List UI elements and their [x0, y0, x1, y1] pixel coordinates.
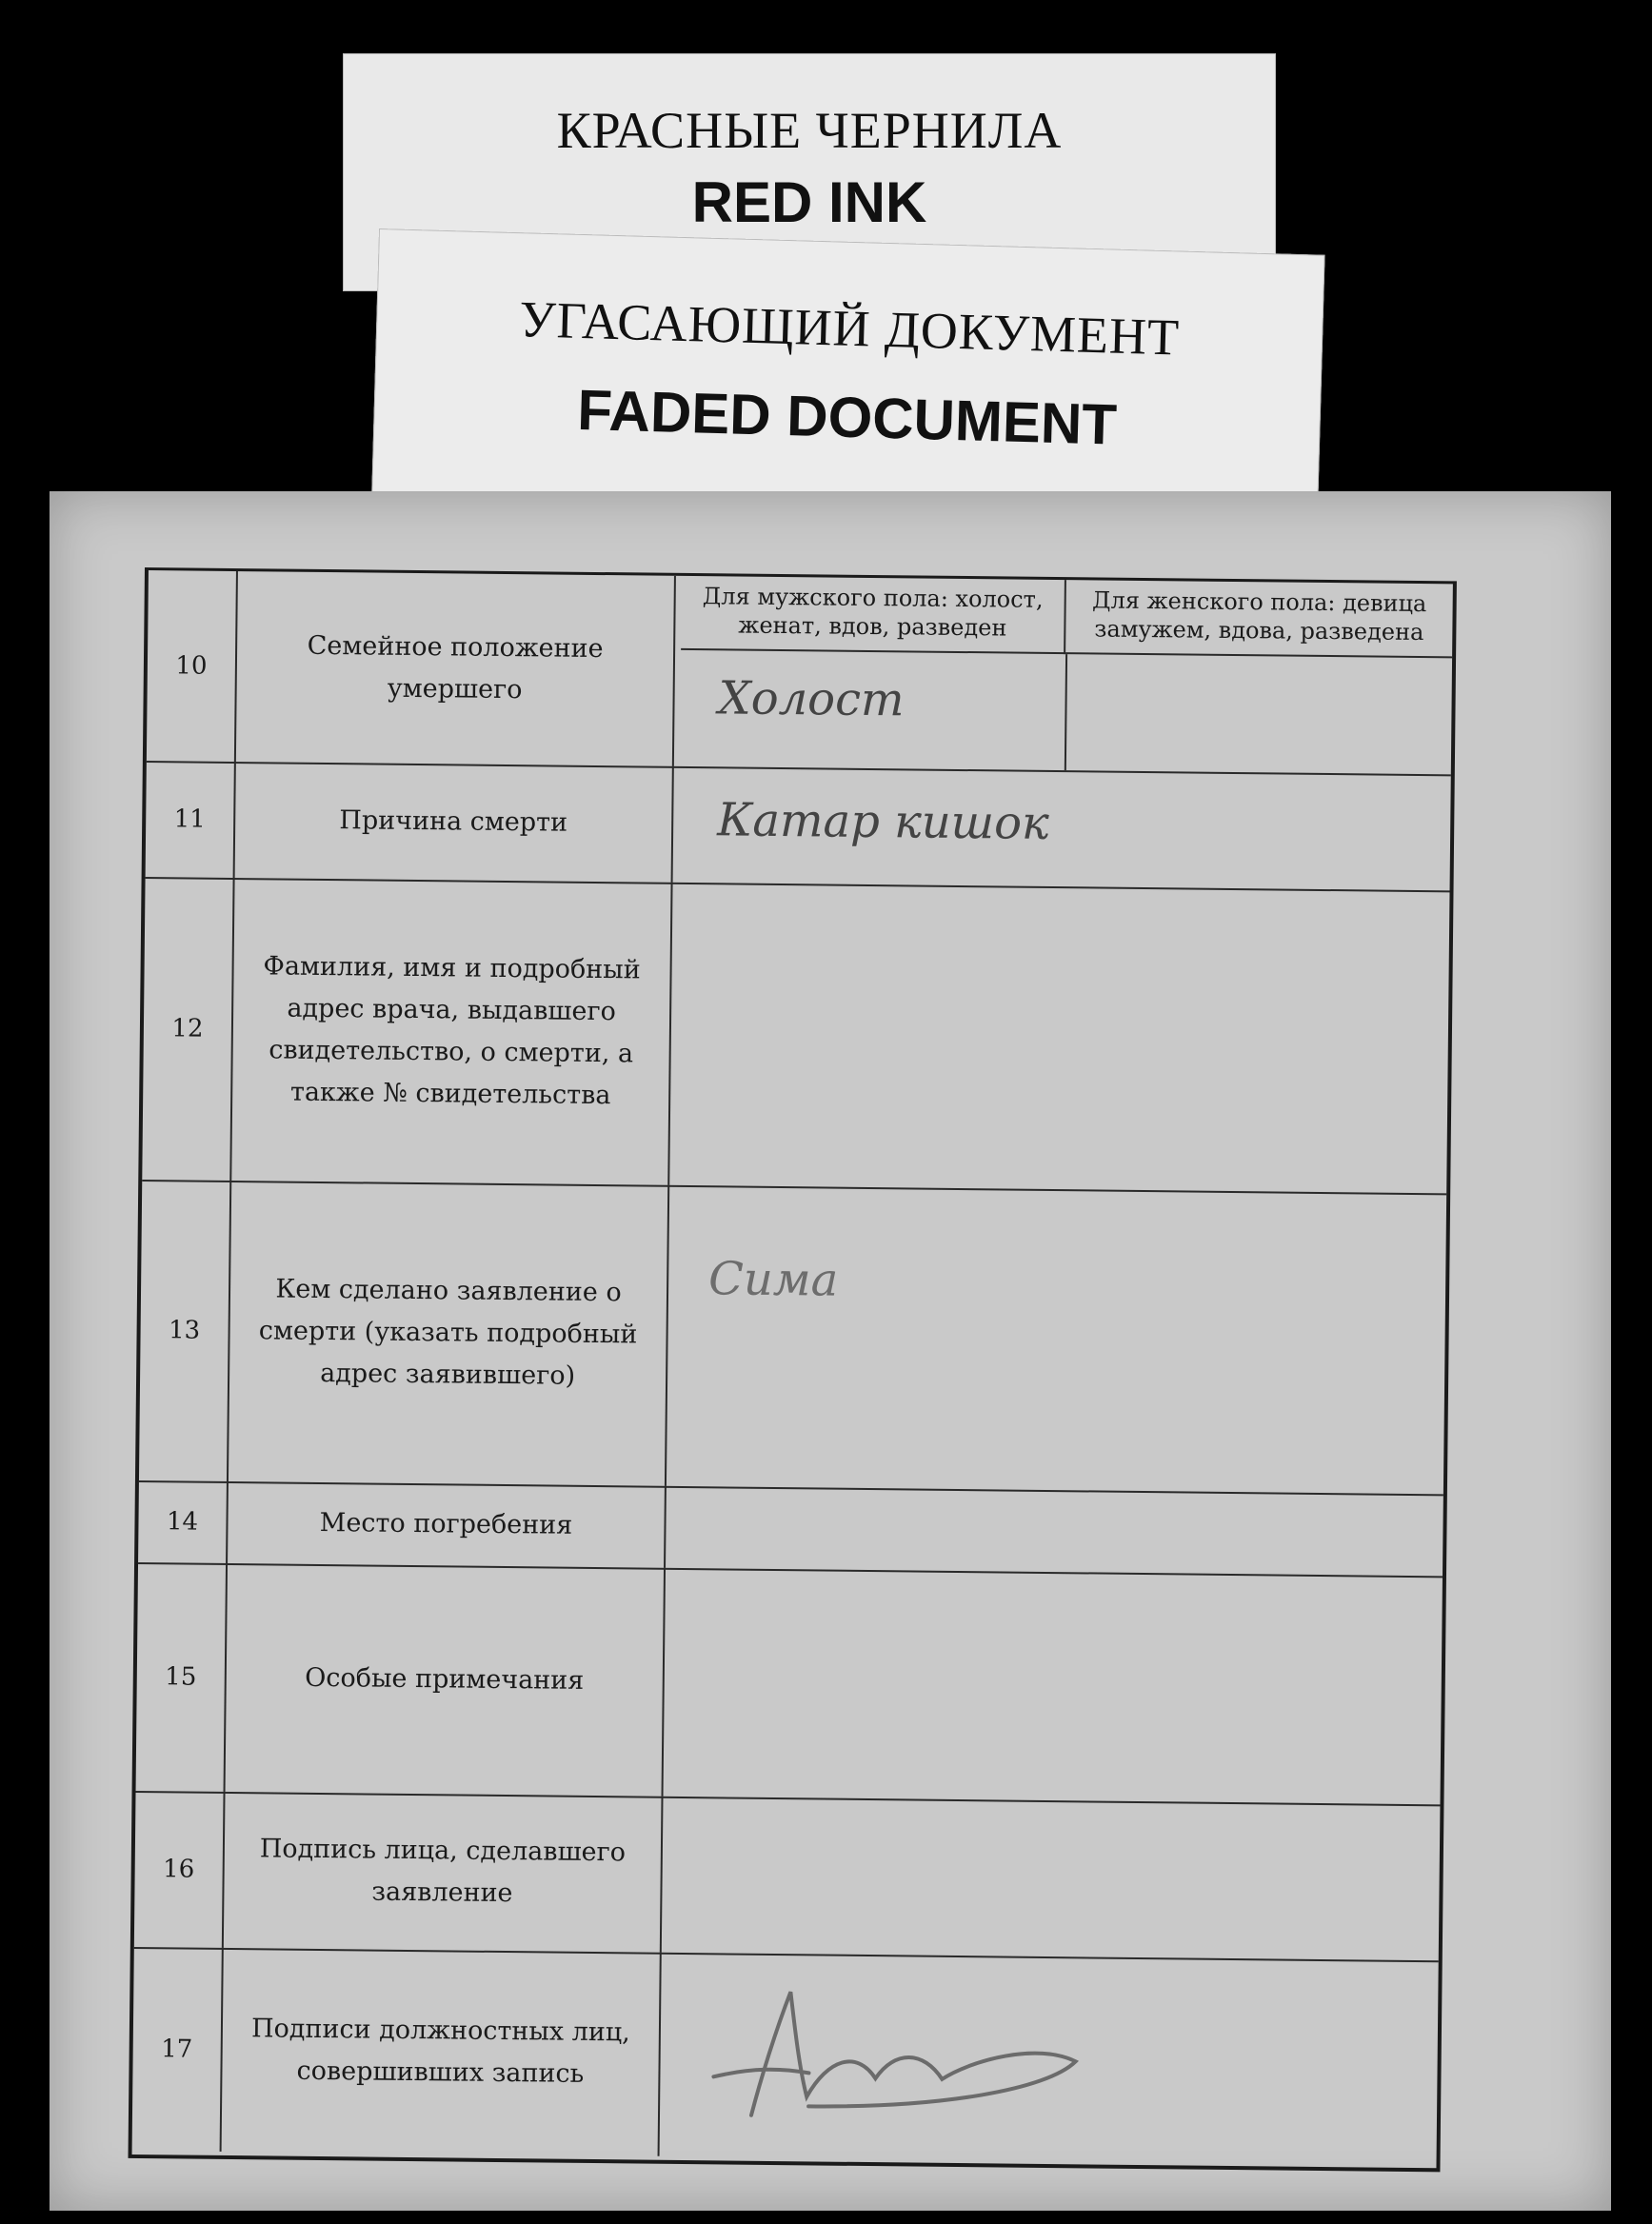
- row-label: Подписи должностных лиц, совершивших запись: [222, 1948, 662, 2156]
- row-number: 13: [139, 1180, 231, 1481]
- form-row-17: [132, 1947, 1439, 2164]
- row-value: [666, 1953, 1439, 2164]
- header-male: Для мужского пола: холост, женат, вдов, разведен: [681, 576, 1066, 654]
- row-label: Кем сделано заявление о смерти (указать подробный адрес заявившего): [229, 1181, 669, 1486]
- handwriting-cause-of-death: Катар кишок: [716, 793, 1050, 850]
- red-ink-ru: КРАСНЫЕ ЧЕРНИЛА: [556, 102, 1063, 159]
- official-signature: [694, 1972, 1096, 2128]
- row-number: 11: [146, 761, 236, 878]
- form-row-11: [146, 761, 1451, 892]
- faded-document-en: FADED DOCUMENT: [576, 377, 1118, 457]
- form-row-15: [136, 1562, 1443, 1806]
- handwriting-declarant: Сима: [707, 1252, 839, 1307]
- row-number: 17: [132, 1947, 224, 2152]
- row-label: Подпись лица, сделавшего заявление: [224, 1792, 664, 1953]
- death-record-form: [129, 567, 1457, 2172]
- form-row-16: [134, 1791, 1441, 1962]
- row-label: Место погребения: [228, 1481, 667, 1568]
- row-number: 15: [136, 1562, 229, 1792]
- row-value: [679, 766, 1451, 890]
- row-label: Особые примечания: [226, 1563, 666, 1797]
- row-value: [671, 1486, 1443, 1576]
- row-number: 16: [134, 1791, 226, 1948]
- row-number: 10: [147, 570, 238, 762]
- header-female: Для женского пола: девица замужем, вдова, разведена: [1065, 580, 1453, 658]
- faded-document-ru: УГАСАЮЩИЙ ДОКУМЕНТ: [518, 290, 1181, 367]
- row-label: Фамилия, имя и подробный адрес врача, выдавшего свидетельство, о смерти, а также № свидетельства: [231, 878, 672, 1185]
- row-value: [680, 576, 1453, 774]
- row-label: Семейное положение умершего: [236, 571, 676, 766]
- form-row-10: [147, 570, 1453, 776]
- column-divider: [1065, 654, 1067, 770]
- form-row-14: [138, 1480, 1443, 1578]
- row-value: [675, 883, 1449, 1193]
- handwriting-marital-status: Холост: [718, 671, 905, 727]
- form-row-13: [139, 1180, 1446, 1496]
- row-number: 14: [138, 1480, 229, 1563]
- row-value: [669, 1568, 1443, 1804]
- row-value: [667, 1797, 1441, 1960]
- form-row-12: [142, 877, 1449, 1195]
- red-ink-en: RED INK: [691, 170, 927, 234]
- row-label: Причина смерти: [235, 762, 674, 883]
- row-number: 12: [142, 877, 234, 1181]
- row-value: [672, 1185, 1446, 1494]
